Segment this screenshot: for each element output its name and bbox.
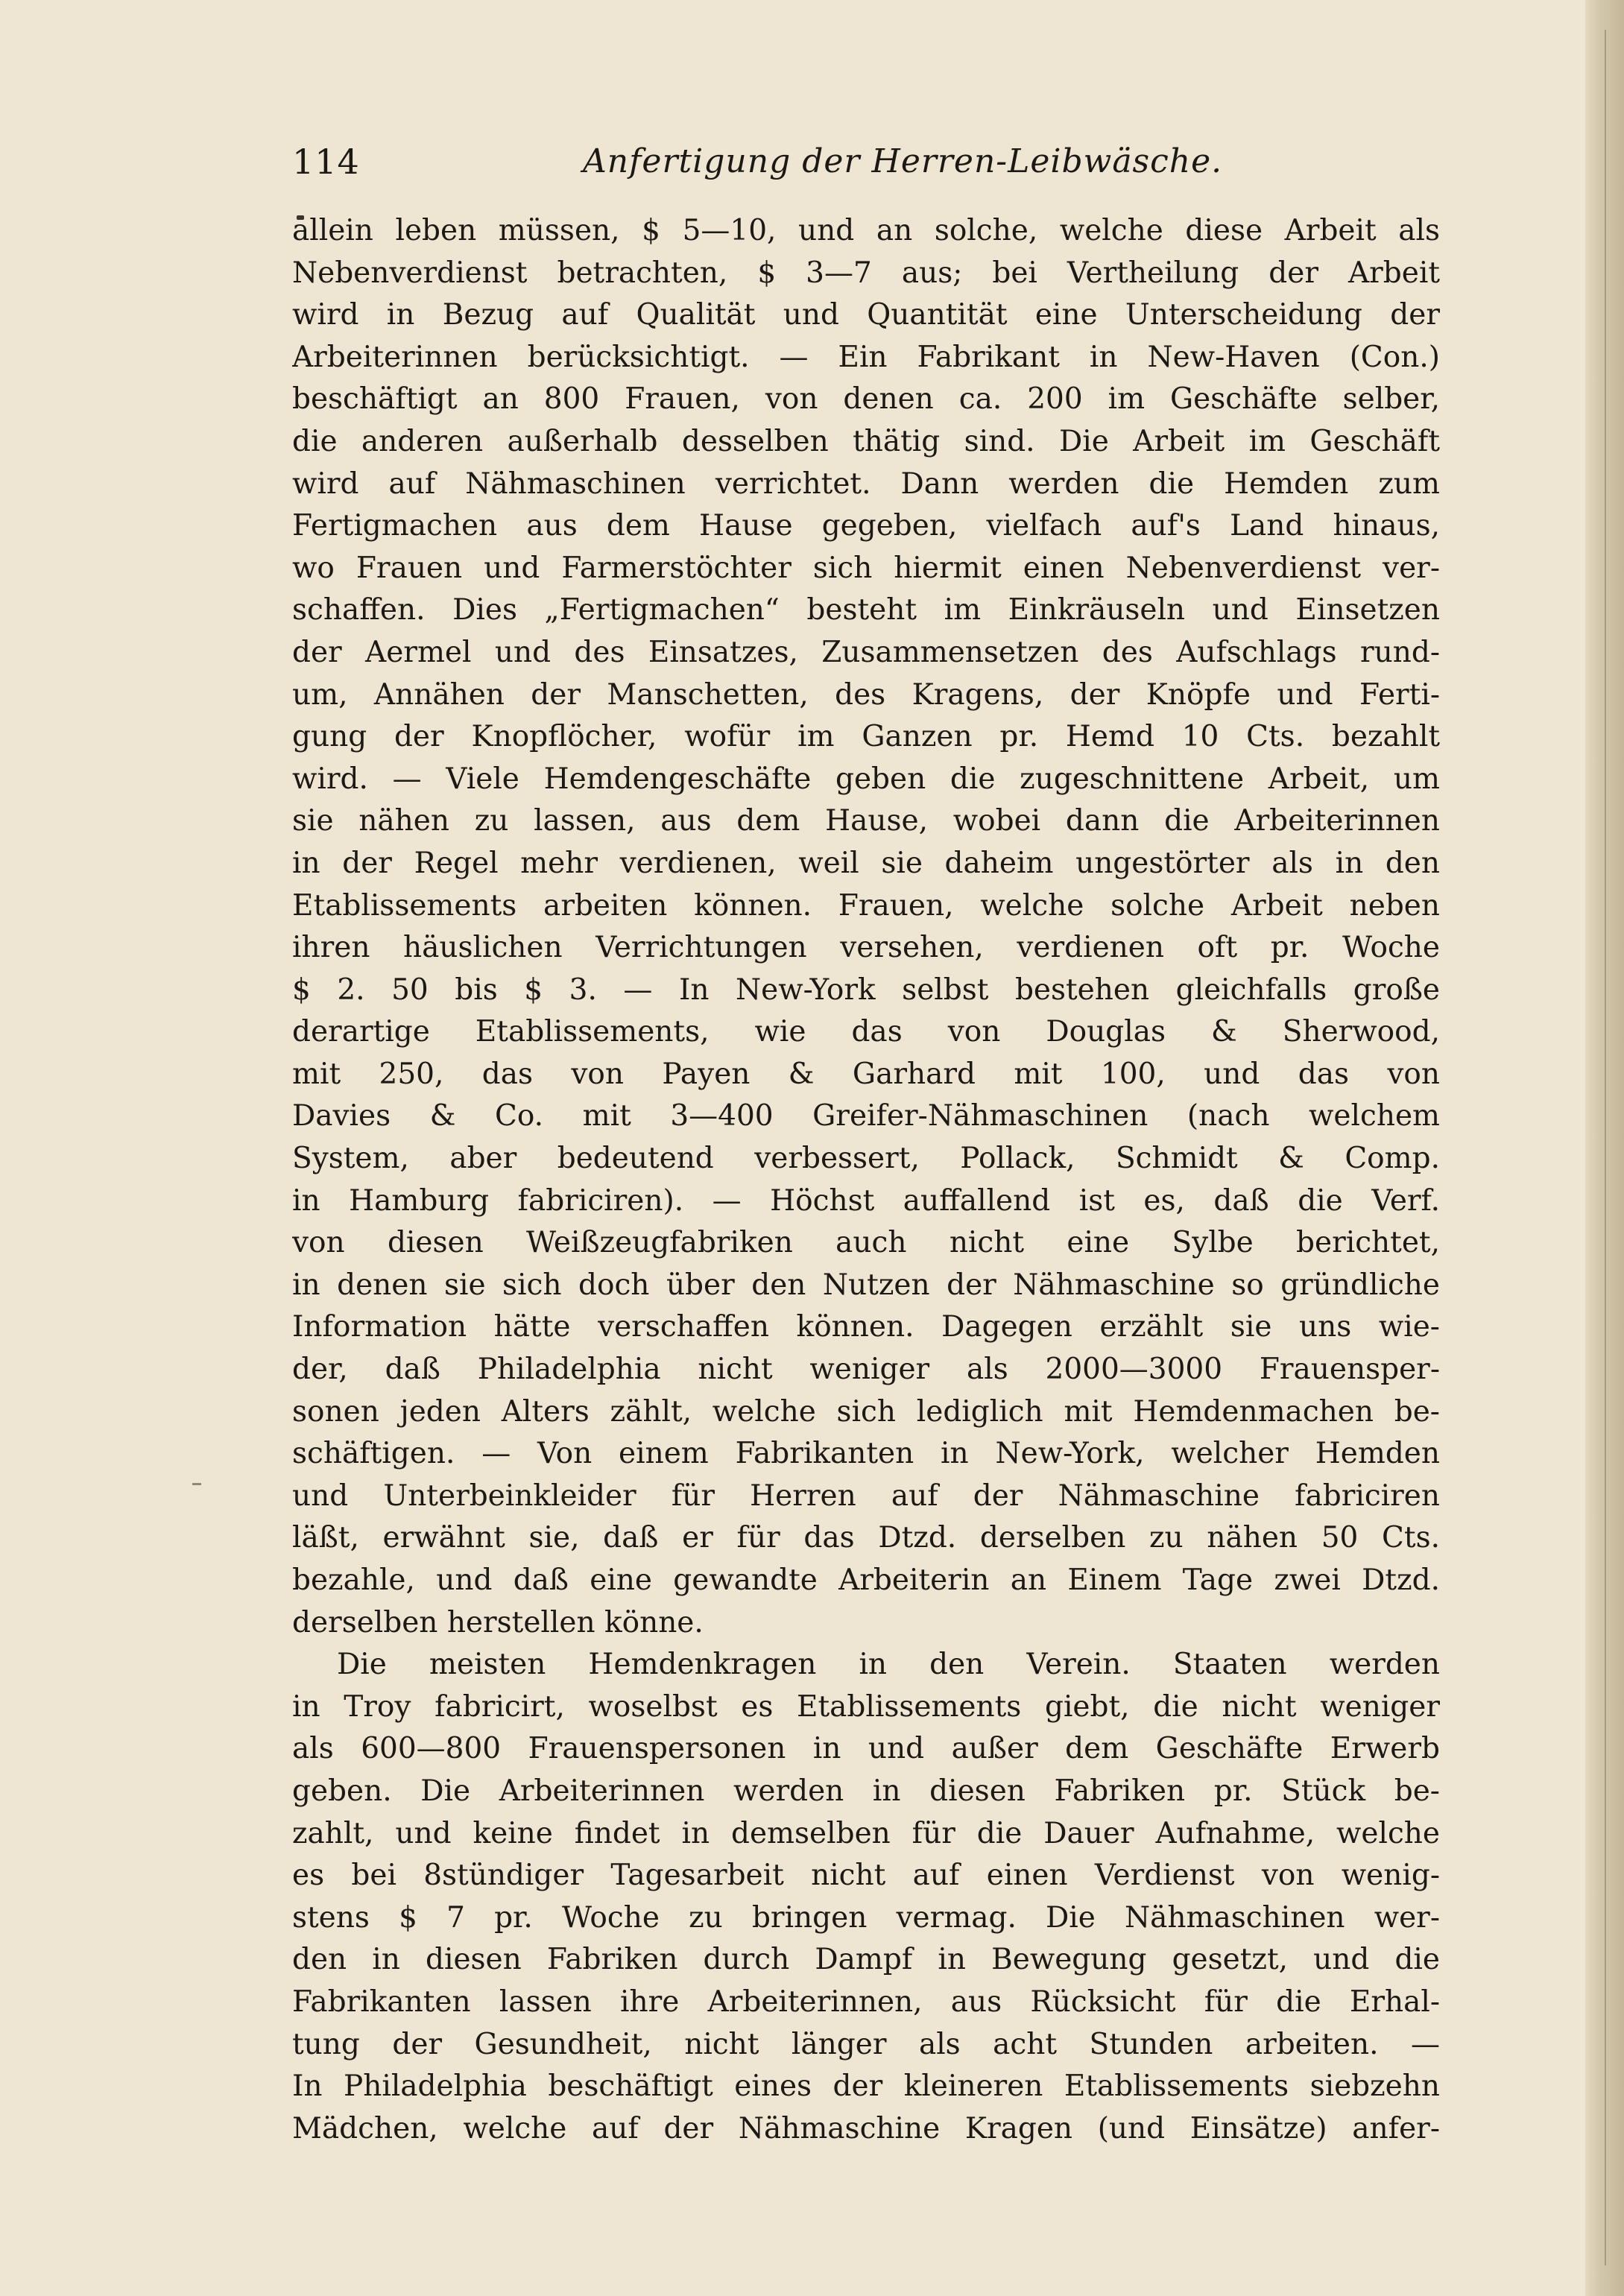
text-line: es bei 8stündiger Tagesarbeit nicht auf einen Verdienst von wenig- [292, 1859, 1440, 1893]
text-line: den in diesen Fabriken durch Dampf in Bewegung gesetzt, und die [292, 1943, 1440, 1977]
text-line: Nebenverdienst betrachten, $ 3—7 aus; bei Vertheilung der Arbeit [292, 256, 1440, 290]
text-line: mit 250, das von Payen & Garhard mit 100, und das von [292, 1057, 1440, 1091]
margin-mark [192, 1483, 201, 1485]
text-line: allein leben müssen, $ 5—10, und an solche, welche diese Arbeit als [292, 214, 1440, 247]
text-line: in Hamburg fabriciren). — Höchst auffallend ist es, daß die Verf. [292, 1183, 1440, 1218]
text-line: die anderen außerhalb desselben thätig sind. Die Arbeit im Geschäft [292, 424, 1440, 458]
text-line: Fabrikanten lassen ihre Arbeiterinnen, aus Rücksicht für die Erhal- [292, 1985, 1440, 2019]
text-line: ihren häuslichen Verrichtungen versehen, verdienen oft pr. Woche [292, 931, 1440, 965]
text-line: und Unterbeinkleider für Herren auf der Nähmaschine fabriciren [292, 1479, 1440, 1513]
page-header [292, 136, 1440, 188]
text-line: tung der Gesundheit, nicht länger als acht Stunden arbeiten. — [292, 2027, 1440, 2061]
body-text [292, 210, 1440, 2150]
text-line: stens $ 7 pr. Woche zu bringen vermag. Die Nähmaschinen wer- [292, 1900, 1440, 1935]
text-line: beschäftigt an 800 Frauen, von denen ca. 200 im Geschäfte selber, [292, 382, 1440, 417]
text-line: Etablissements arbeiten können. Frauen, welche solche Arbeit neben [292, 888, 1440, 923]
text-line: wird auf Nähmaschinen verrichtet. Dann werden die Hemden zum [292, 467, 1440, 501]
text-line: Arbeiterinnen berücksichtigt. — Ein Fabrikant in New-Haven (Con.) [292, 340, 1440, 374]
text-line: wird. — Viele Hemdengeschäfte geben die zugeschnittene Arbeit, um [292, 762, 1440, 796]
text-line: sonen jeden Alters zählt, welche sich lediglich mit Hemdenmachen be- [292, 1394, 1440, 1429]
text-line: schäftigen. — Von einem Fabrikanten in New-York, welcher Hemden [292, 1437, 1440, 1471]
text-line: Mädchen, welche auf der Nähmaschine Kragen (und Einsätze) anfer- [292, 2111, 1440, 2145]
text-line: als 600—800 Frauenspersonen in und außer dem Geschäfte Erwerb [292, 1732, 1440, 1766]
text-line: wo Frauen und Farmerstöchter sich hiermit einen Nebenverdienst ver- [292, 551, 1440, 585]
text-line: Fertigmachen aus dem Hause gegeben, vielfach auf's Land hinaus, [292, 509, 1440, 543]
text-line: $ 2. 50 bis $ 3. — In New-York selbst bestehen gleichfalls große [292, 973, 1440, 1007]
text-line: schaffen. Dies „Fertigmachen“ besteht im Einkräuseln und Einsetzen [292, 593, 1440, 627]
text-line: Information hätte verschaffen können. Dagegen erzählt sie uns wie- [292, 1310, 1440, 1344]
text-line: von diesen Weißzeugfabriken auch nicht eine Sylbe berichtet, [292, 1226, 1440, 1260]
text-line: wird in Bezug auf Qualität und Quantität eine Unterscheidung der [292, 298, 1440, 332]
text-line: um, Annähen der Manschetten, des Kragens, der Knöpfe und Ferti- [292, 677, 1440, 712]
text-line: der, daß Philadelphia nicht weniger als 2000—3000 Frauensper- [292, 1353, 1440, 1387]
text-line: in denen sie sich doch über den Nutzen der Nähmaschine so gründliche [292, 1268, 1440, 1302]
text-line: Davies & Co. mit 3—400 Greifer-Nähmaschinen (nach welchem [292, 1099, 1440, 1133]
text-line: derselben herstellen könne. [292, 1605, 704, 1639]
page-number: 114 [292, 142, 360, 182]
text-line: in Troy fabricirt, woselbst es Etablissements giebt, die nicht weniger [292, 1689, 1440, 1724]
text-line: derartige Etablissements, wie das von Douglas & Sherwood, [292, 1015, 1440, 1049]
text-line: sie nähen zu lassen, aus dem Hause, wobei dann die Arbeiterinnen [292, 804, 1440, 838]
text-line: geben. Die Arbeiterinnen werden in diesen Fabriken pr. Stück be- [292, 1774, 1440, 1808]
text-line: zahlt, und keine findet in demselben für die Dauer Aufnahme, welche [292, 1816, 1440, 1850]
paragraph-start-line: Die meisten Hemdenkragen in den Verein. Staaten werden [337, 1648, 1440, 1682]
text-line: der Aermel und des Einsatzes, Zusammensetzen des Aufschlags rund- [292, 635, 1440, 669]
text-line: bezahle, und daß eine gewandte Arbeiterin an Einem Tage zwei Dtzd. [292, 1563, 1440, 1597]
text-line: In Philadelphia beschäftigt eines der kleineren Etablissements siebzehn [292, 2069, 1440, 2104]
text-line: gung der Knopflöcher, wofür im Ganzen pr. Hemd 10 Cts. bezahlt [292, 720, 1440, 754]
text-line: in der Regel mehr verdienen, weil sie daheim ungestörter als in den [292, 846, 1440, 880]
text-line: System, aber bedeutend verbessert, Pollack, Schmidt & Comp. [292, 1142, 1440, 1176]
text-line: läßt, erwähnt sie, daß er für das Dtzd. derselben zu nähen 50 Cts. [292, 1521, 1440, 1555]
running-title: Anfertigung der Herren-Leibwäsche. [583, 142, 1223, 180]
page-edge-line [1605, 30, 1606, 2265]
